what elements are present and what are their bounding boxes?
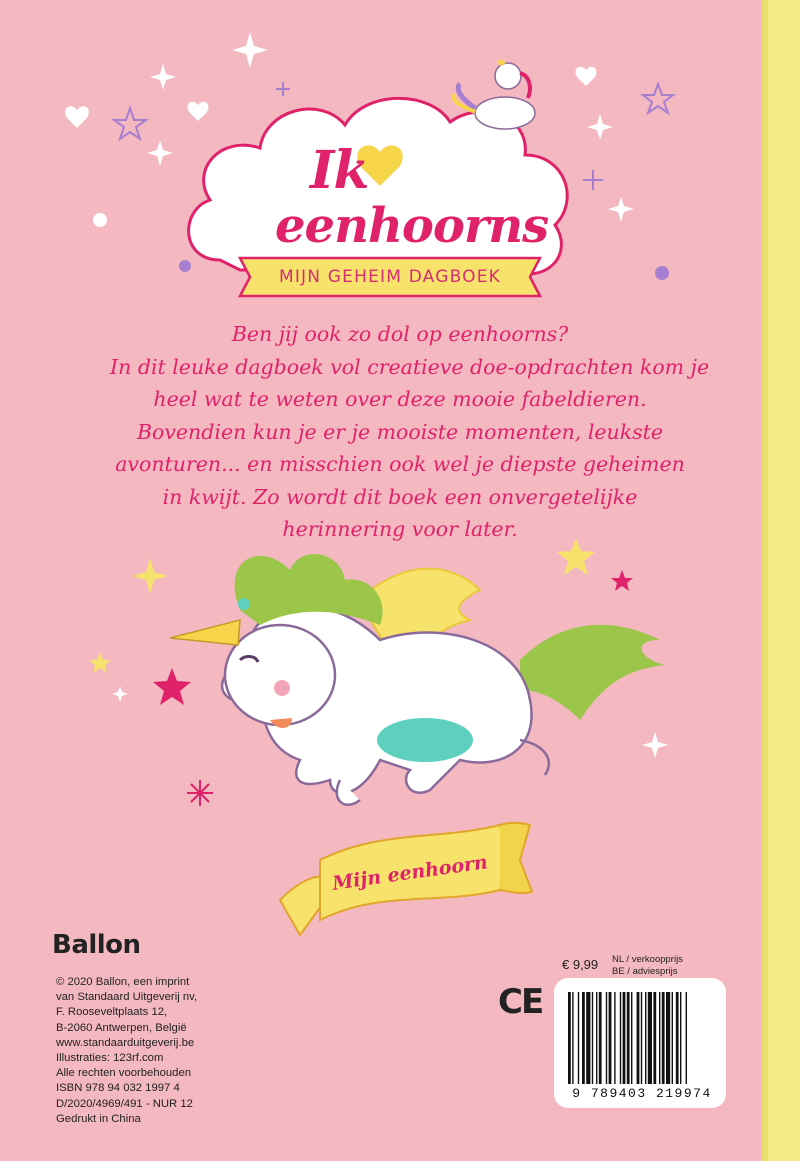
price-notes	[612, 954, 683, 978]
blurb-line: herinnering voor later.	[282, 517, 518, 541]
price: € 9,99	[562, 957, 599, 972]
imprint-line: van Standaard Uitgeverij nv,	[56, 991, 198, 1004]
blurb-line: Ben jij ook zo dol op eenhoorns?	[231, 322, 569, 346]
barcode-bar	[676, 992, 679, 1084]
ce-mark: CE	[498, 982, 543, 1022]
barcode-bar	[568, 992, 571, 1084]
price-note-be: BE / adviesprijs	[612, 966, 678, 977]
barcode-bar	[606, 992, 607, 1084]
barcode-bar	[609, 992, 612, 1084]
barcode-bar	[666, 992, 670, 1084]
barcode-bar	[686, 992, 687, 1084]
barcode-bar	[578, 992, 579, 1084]
blurb-line: heel wat te weten over deze mooie fabeldieren.	[153, 387, 647, 411]
barcode-bar	[586, 992, 590, 1084]
blurb-line: In dit leuke dagboek vol creatieve doe-opdrachten kom je	[110, 354, 710, 379]
barcode-bar	[648, 992, 652, 1084]
barcode-bar	[680, 992, 681, 1084]
barcode-bar	[620, 992, 621, 1084]
barcode-bar	[592, 992, 593, 1084]
book-spine	[762, 0, 800, 1161]
imprint-line: ISBN 978 94 032 1997 4	[56, 1082, 180, 1095]
barcode-bar	[641, 992, 642, 1084]
title-part-2: eenhoorns	[275, 198, 549, 254]
imprint-text	[56, 975, 197, 1127]
barcode-bar	[637, 992, 640, 1084]
imprint-line: Alle rechten voorbehouden	[56, 1067, 192, 1080]
barcode-bar	[653, 992, 656, 1084]
subtitle: MIJN GEHEIM DAGBOEK	[278, 267, 502, 287]
barcode-bar	[614, 992, 615, 1084]
imprint-line: B-2060 Antwerpen, België	[56, 1021, 187, 1034]
barcode-bar	[596, 992, 597, 1084]
blurb-line: avonturen... en misschien ook wel je diepste geheimen	[115, 452, 685, 476]
imprint-line: D/2020/4969/491 - NUR 12	[56, 1097, 193, 1110]
barcode-bar	[623, 992, 626, 1084]
barcode-bar	[627, 992, 630, 1084]
imprint-line: © 2020 Ballon, een imprint	[56, 976, 190, 988]
imprint-line: F. Rooseveltplaats 12,	[56, 1006, 168, 1019]
imprint-line: Illustraties: 123rf.com	[56, 1052, 164, 1065]
imprint-line: Gedrukt in China	[56, 1112, 141, 1125]
title-part-1: Ik	[310, 140, 369, 201]
blurb-line: Bovendien kun je er je mooiste momenten, leukste	[136, 419, 664, 444]
barcode-bar	[582, 992, 585, 1084]
barcode-bar	[645, 992, 646, 1084]
publisher-logo: Ballon	[52, 930, 141, 960]
price-note-nl: NL / verkoopprijs	[612, 954, 683, 965]
barcode-bar	[572, 992, 573, 1084]
barcode-bar	[662, 992, 665, 1084]
barcode-bar	[599, 992, 602, 1084]
barcode-bar	[659, 992, 660, 1084]
barcode-digits: 9 789403 219974	[572, 1086, 712, 1101]
imprint-line: www.standaarduitgeverij.be	[56, 1036, 195, 1049]
ribbon-label: Mijn eenhoorn	[330, 851, 490, 895]
blurb-line: in kwijt. Zo wordt dit boek een onvergetelijke	[162, 484, 638, 509]
barcode-bar	[672, 992, 673, 1084]
barcode-bar	[631, 992, 632, 1084]
